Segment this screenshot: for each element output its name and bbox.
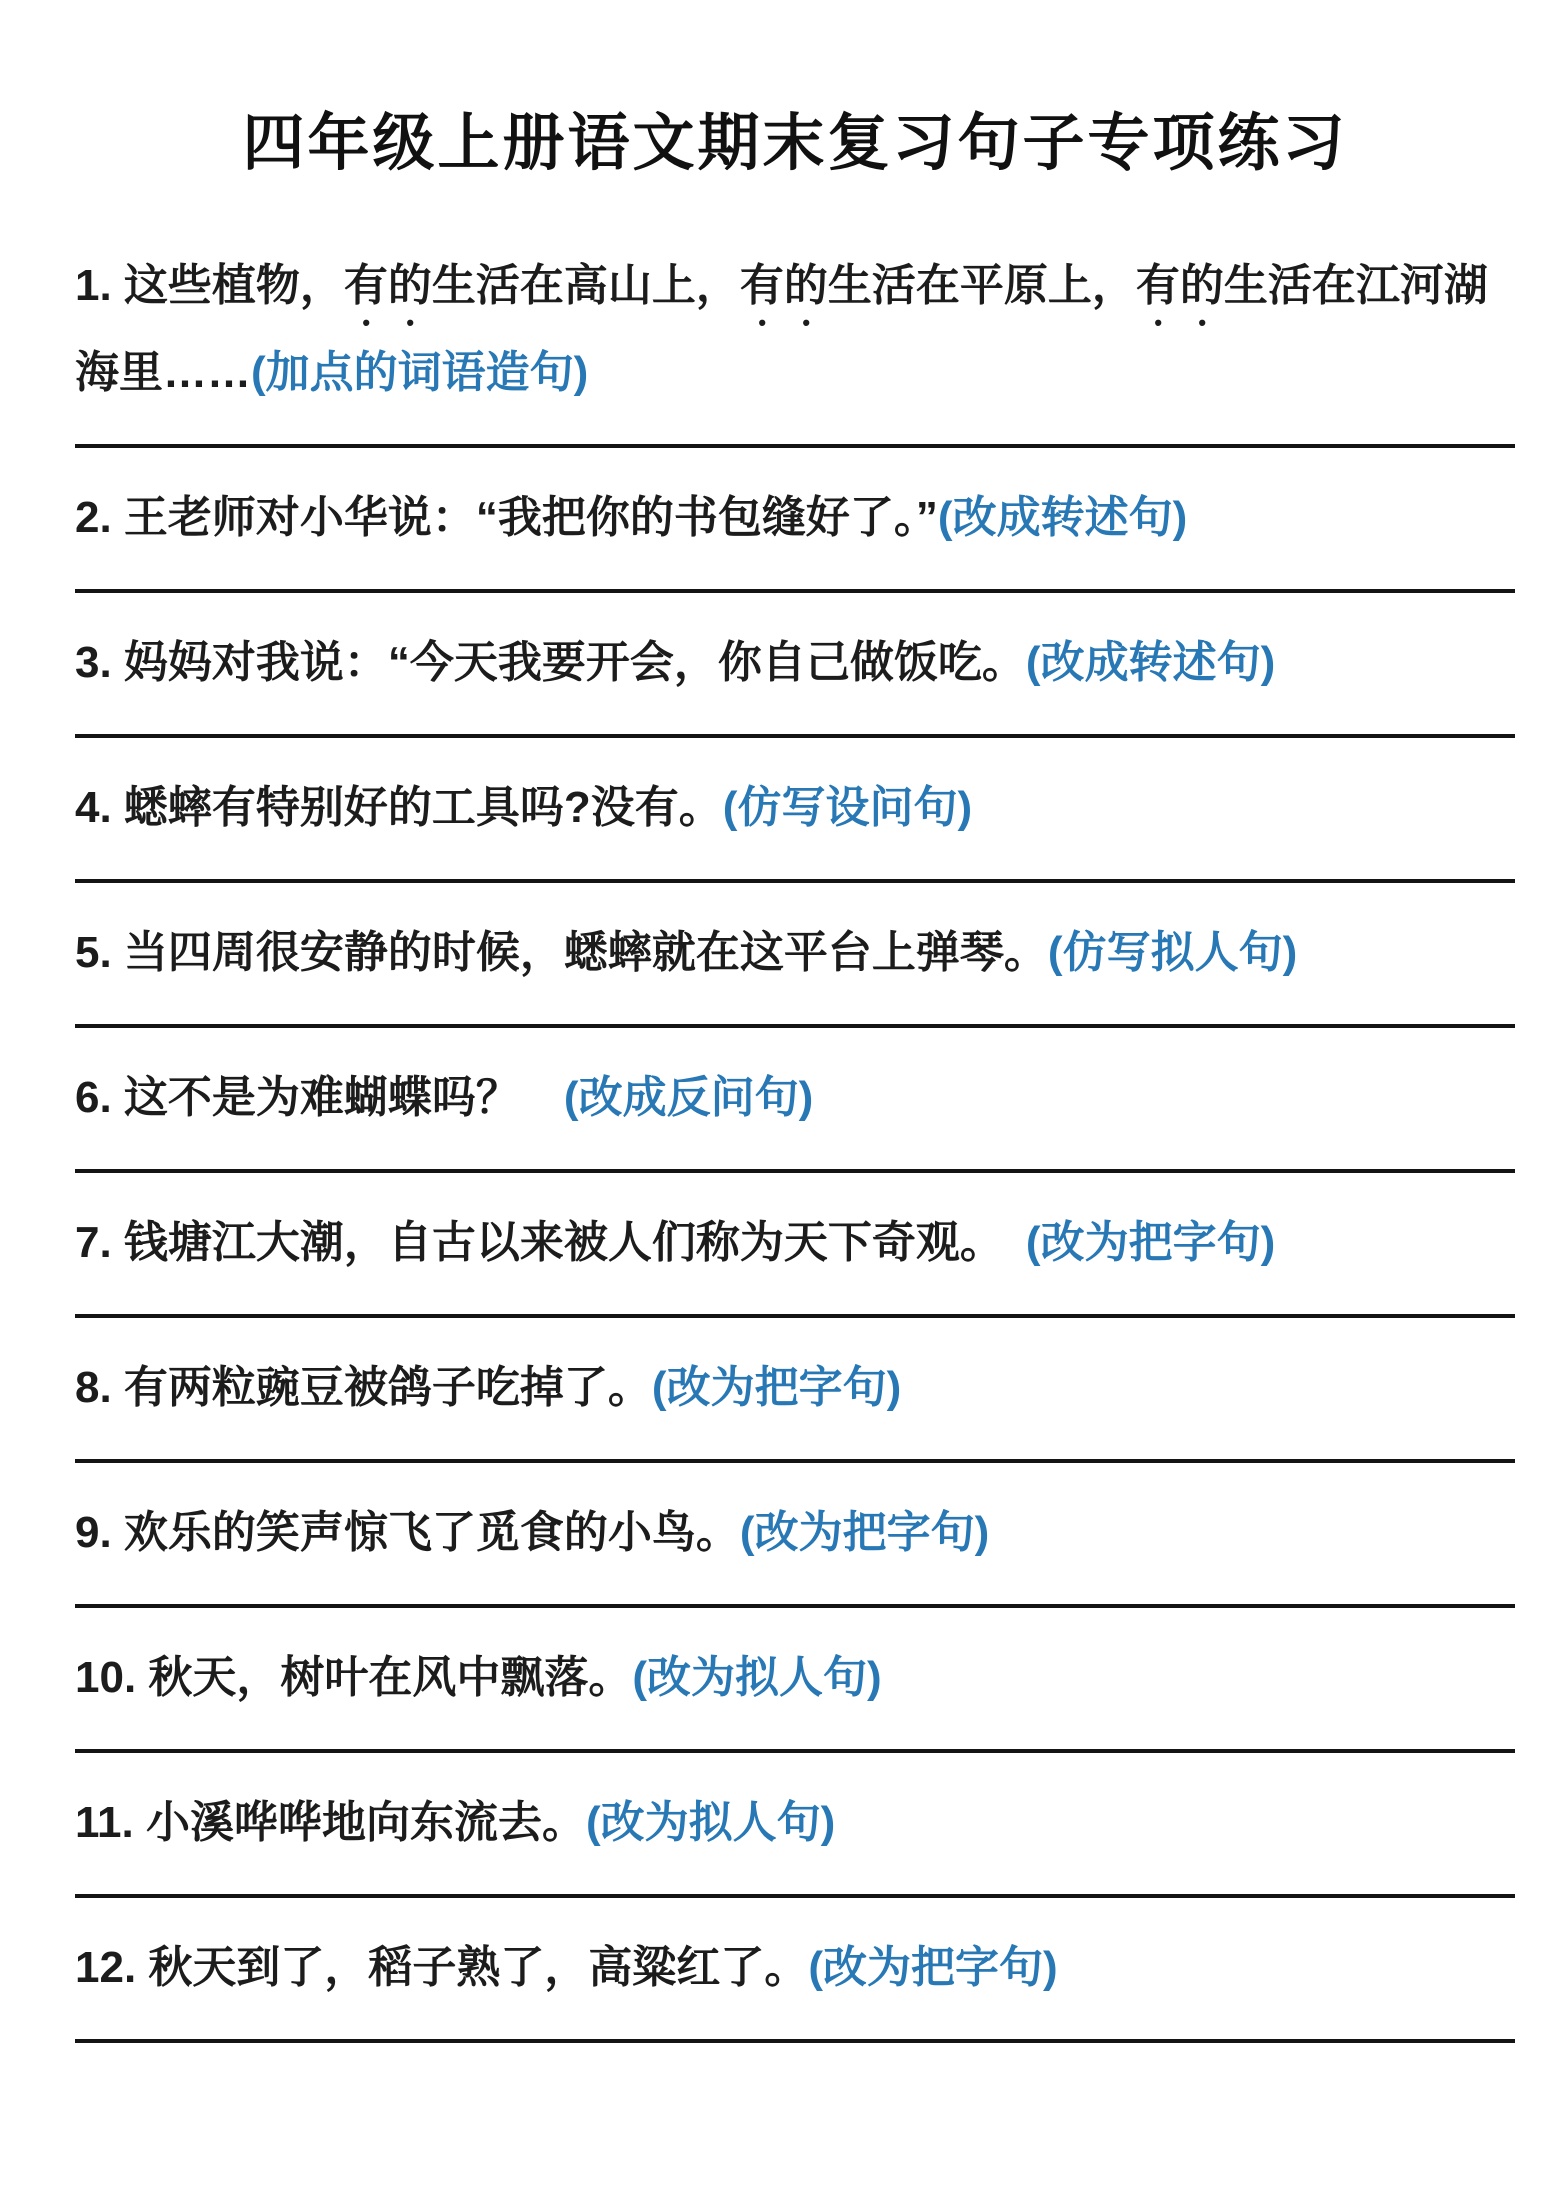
sentence-text: 5. 当四周很安静的时候，蟋蟀就在这平台上弹琴。 [75,928,1048,977]
sentence-text: 8. 有两粒豌豆被鸽子吃掉了。 [75,1363,652,1412]
exercise-instruction: (加点的词语造句) [251,348,589,397]
answer-line [75,1604,1515,1608]
sentence-text: 生活在高山上， [431,261,740,310]
emphasized-word: 有的 [1135,261,1224,310]
exercise-item [75,1640,1515,1753]
exercise-list [75,248,1515,2043]
answer-line [75,1314,1515,1318]
exercise-item [75,625,1515,738]
exercise-sentence [75,1350,1515,1425]
exercise-item [75,1495,1515,1608]
exercise-sentence [75,1495,1515,1570]
sentence-text: 12. 秋天到了，稻子熟了，高粱红了。 [75,1943,809,1992]
answer-line [75,1459,1515,1463]
answer-line [75,444,1515,448]
sentence-text: 生活在平原上， [827,261,1136,310]
exercise-sentence [75,1785,1515,1860]
exercise-instruction: (改为把字句) [651,1363,902,1412]
exercise-item [75,1785,1515,1898]
exercise-item [75,915,1515,1028]
exercise-sentence [75,1060,1515,1135]
sentence-text: 6. 这不是为难蝴蝶吗？ [75,1073,564,1122]
exercise-instruction: (改成转述句) [1025,638,1276,687]
page-title: 四年级上册语文期末复习句子专项练习 [242,109,1348,178]
exercise-instruction: (改为把字句) [1025,1218,1276,1267]
exercise-sentence [75,1205,1515,1280]
sentence-text: 9. 欢乐的笑声惊飞了觅食的小鸟。 [75,1508,740,1557]
exercise-sentence [75,248,1515,410]
worksheet-content [0,102,1560,2043]
emphasized-word: 有的 [343,261,432,310]
exercise-instruction: (仿写设问句) [722,783,973,832]
exercise-instruction: (改为拟人句) [632,1653,882,1702]
sentence-text: 2. 王老师对小华说：“我把你的书包缝好了。” [75,493,938,542]
exercise-sentence [75,625,1515,700]
exercise-sentence [75,915,1515,990]
answer-line [75,589,1515,593]
exercise-instruction: (改成反问句) [563,1073,814,1122]
exercise-item [75,1205,1515,1318]
exercise-item [75,480,1515,593]
exercise-instruction: (改成转述句) [937,493,1188,542]
exercise-item [75,1060,1515,1173]
exercise-item [75,248,1515,448]
exercise-instruction: (改为把字句) [739,1508,990,1557]
answer-line [75,1749,1515,1753]
sentence-text: 11. 小溪哗哗地向东流去。 [75,1798,586,1847]
answer-line [75,1169,1515,1173]
exercise-item [75,1350,1515,1463]
answer-line [75,1894,1515,1898]
answer-line [75,734,1515,738]
exercise-item [75,770,1515,883]
sentence-text: 3. 妈妈对我说：“今天我要开会，你自己做饭吃。 [75,638,1026,687]
exercise-sentence [75,770,1515,845]
exercise-instruction: (改为把字句) [808,1943,1058,1992]
sentence-text: 10. 秋天，树叶在风中飘落。 [75,1653,633,1702]
exercise-instruction: (改为拟人句) [585,1798,836,1847]
exercise-sentence [75,480,1515,555]
sentence-text: 4. 蟋蟀有特别好的工具吗?没有。 [75,783,723,832]
emphasized-word: 有的 [739,261,828,310]
sentence-text: 1. 这些植物， [75,261,344,310]
answer-line [75,1024,1515,1028]
sentence-text: 7. 钱塘江大潮，自古以来被人们称为天下奇观。 [75,1218,1026,1267]
answer-line [75,2039,1515,2043]
sentence-text: 生活在江河湖海里…… [75,261,1488,397]
exercise-item [75,1930,1515,2043]
exercise-sentence [75,1640,1515,1715]
exercise-instruction: (仿写拟人句) [1047,928,1298,977]
answer-line [75,879,1515,883]
exercise-sentence [75,1930,1515,2005]
